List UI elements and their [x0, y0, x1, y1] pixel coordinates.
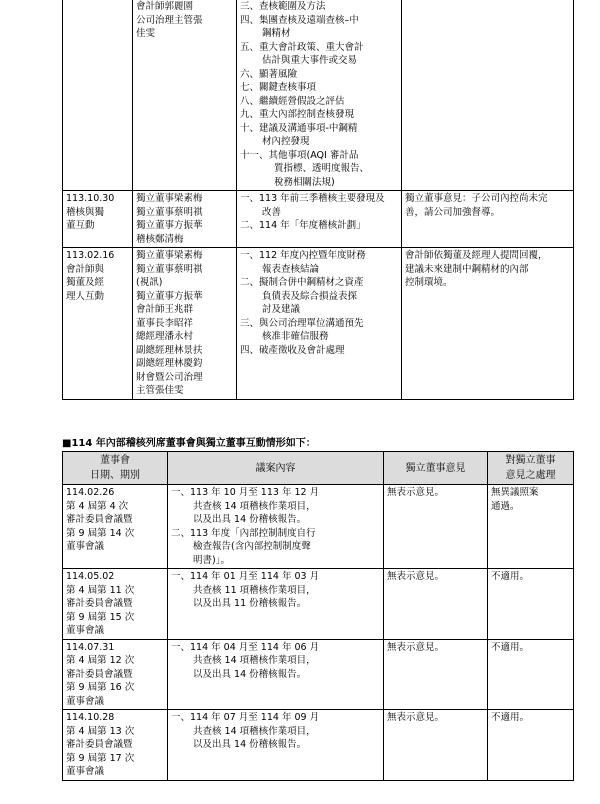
- motion-line: 以及出具 11 份稽核報告。: [193, 598, 307, 609]
- header-motion: 議案內容: [168, 452, 384, 485]
- date-line: 理人互動: [66, 290, 105, 302]
- topic-line: 四、集團查核及遠端查核–中: [240, 14, 359, 26]
- meeting-line: 第 4 屆第 4 次: [66, 500, 129, 512]
- opinion-line: 無表示意見。: [387, 487, 445, 498]
- meeting-line: 第 4 屆第 11 次: [66, 584, 135, 596]
- date-cell: [63, 191, 133, 248]
- motion-line: 明書)」。: [193, 554, 230, 566]
- table-row: [63, 710, 574, 781]
- meeting-line: 第 9 屆第 17 次: [66, 752, 135, 764]
- meeting-line: 審計委員會議暨: [66, 514, 133, 525]
- topic-line: 負債表及綜合損益表探: [262, 290, 358, 302]
- result-cell: [402, 191, 574, 248]
- opinion-line: 無表示意見。: [387, 571, 445, 582]
- result-line: 控制環境。: [405, 277, 453, 288]
- opinion-cell: [384, 569, 488, 640]
- motion-line: 一、114 年 01 月至 114 年 03 月: [171, 571, 320, 582]
- topic-line: 九、重大內部控制查核發現: [240, 109, 355, 120]
- motion-line: 以及出具 14 份稽核報告。: [193, 514, 307, 525]
- participant-line: 獨立董事蔡明祺: [136, 206, 203, 218]
- meeting-cell: [63, 569, 168, 640]
- meeting-line: 董事會議: [66, 541, 105, 552]
- header-meeting: 董事會 日期、期別: [63, 452, 168, 485]
- meeting-line: 114.05.02: [66, 571, 115, 582]
- motion-line: 共查核 14 項稽核作業項目，: [193, 500, 316, 512]
- meeting-line: 第 4 屆第 13 次: [66, 725, 135, 737]
- handling-line: 不適用。: [491, 571, 530, 582]
- meeting-line: 審計委員會議暨: [66, 668, 133, 680]
- header-handling: 對獨立董事 意見之處理: [488, 452, 574, 485]
- participant-line: 公司治理主管張: [136, 14, 203, 26]
- meeting-line: 審計委員會議暨: [66, 739, 133, 750]
- motion-line: 共查核 14 項稽核作業項目，: [193, 725, 316, 737]
- handling-cell: [488, 639, 574, 710]
- participants-cell: [133, 0, 237, 191]
- topic-line: 材內控發現: [262, 136, 310, 147]
- handling-cell: [488, 485, 574, 569]
- date-line: 董互動: [66, 220, 95, 231]
- meeting-line: 第 9 屆第 14 次: [66, 527, 135, 539]
- motion-cell: [168, 569, 384, 640]
- date-line: 獨董及經: [66, 277, 105, 288]
- participant-line: 獨立董事梁素梅: [136, 250, 203, 261]
- result-line: 會計師依獨董及經理人提問回覆，: [405, 250, 548, 261]
- participant-line: (視訊): [136, 277, 163, 288]
- meeting-line: 114.10.28: [66, 712, 115, 723]
- meeting-line: 114.07.31: [66, 641, 115, 653]
- participant-line: 總經理潘永村: [136, 331, 194, 342]
- topics-cell: [237, 0, 402, 191]
- topics-cell: [237, 248, 402, 400]
- participant-line: 董事長李昭祥: [136, 317, 194, 329]
- opinion-cell: [384, 639, 488, 710]
- participant-line: 財會暨公司治理: [136, 371, 203, 383]
- date-line: 113.10.30: [66, 193, 115, 204]
- meeting-line: 114.02.26: [66, 487, 115, 498]
- topic-line: 核准非確信服務: [262, 331, 329, 342]
- participant-line: 副總經理林慶鈞: [136, 358, 203, 369]
- meeting-line: 審計委員會議暨: [66, 598, 133, 609]
- participant-line: 獨立董事梁素梅: [136, 193, 203, 204]
- meeting-cell: [63, 485, 168, 569]
- topic-line: 十、建議及溝通事項-中鋼精: [240, 122, 358, 134]
- handling-cell: [488, 569, 574, 640]
- handling-line: 無異議照案: [491, 487, 539, 498]
- participant-line: 會計師郭麗園: [136, 1, 194, 12]
- table-row: [63, 485, 574, 569]
- table-row: [63, 191, 574, 248]
- meeting-line: 第 9 屆第 15 次: [66, 611, 135, 623]
- result-cell: [402, 0, 574, 191]
- participant-line: 佳雯: [136, 28, 156, 39]
- meeting-line: 董事會議: [66, 695, 105, 707]
- topic-line: 三、與公司治理單位溝通預先: [240, 317, 364, 329]
- motion-line: 共查核 11 項稽核作業項目，: [193, 584, 316, 596]
- topic-line: 二、114 年「年度稽核計劃」: [240, 220, 366, 231]
- topic-line: 改善: [262, 206, 282, 218]
- topic-line: 討及建議: [262, 304, 301, 315]
- motion-line: 一、113 年 10 月至 113 年 12 月: [171, 487, 320, 498]
- motion-line: 以及出具 14 份稽核報告。: [193, 668, 307, 680]
- motion-cell: [168, 485, 384, 569]
- result-cell: [402, 248, 574, 400]
- meeting-line: 董事會議: [66, 766, 105, 777]
- opinion-line: 無表示意見。: [387, 712, 445, 723]
- motion-line: 共查核 14 項稽核作業項目，: [193, 655, 316, 666]
- participant-line: 獨立董事蔡明祺: [136, 263, 203, 275]
- participant-line: 獨立董事方振華: [136, 290, 203, 302]
- opinion-cell: [384, 485, 488, 569]
- topic-line: 五、重大會計政策、重大會計: [240, 41, 364, 53]
- date-line: 稽核與獨: [66, 206, 105, 218]
- handling-line: 通過。: [491, 500, 520, 512]
- meeting-cell: [63, 639, 168, 710]
- date-line: 會計師與: [66, 263, 105, 275]
- participant-line: 稽核鄭清梅: [136, 233, 184, 245]
- table-row: [63, 248, 574, 400]
- motion-cell: [168, 710, 384, 781]
- meeting-line: 董事會議: [66, 625, 105, 636]
- topic-line: 質指標、透明度報告、: [274, 163, 370, 174]
- topic-line: 一、112 年度內控暨年度財務: [240, 250, 366, 261]
- meeting-line: 第 4 屆第 12 次: [66, 655, 135, 666]
- topic-line: 三、查核範圍及方法: [240, 1, 326, 12]
- table-row: [63, 569, 574, 640]
- motion-line: 檢查報告(含內部控制制度聲: [193, 541, 311, 552]
- handling-cell: [488, 710, 574, 781]
- table-row: [63, 0, 574, 191]
- table-row: [63, 639, 574, 710]
- participants-cell: [133, 248, 237, 400]
- header-opinion: 獨立董事意見: [384, 452, 488, 485]
- motion-line: 二、113 年度「內部控制制度自行: [171, 527, 316, 539]
- handling-line: 不適用。: [491, 712, 530, 723]
- opinion-cell: [384, 710, 488, 781]
- meeting-line: 第 9 屆第 16 次: [66, 682, 135, 693]
- participant-line: 獨立董事方振華: [136, 220, 203, 231]
- meeting-cell: [63, 710, 168, 781]
- result-line: 建議未來建制中鋼精材的內部: [405, 263, 529, 275]
- date-cell: [63, 0, 133, 191]
- board-interaction-table: [62, 451, 574, 781]
- topic-line: 估計與重大事件或交易: [262, 55, 358, 66]
- topic-line: 鋼精材: [262, 28, 291, 39]
- motion-cell: [168, 639, 384, 710]
- result-line: 獨立董事意見：子公司內控尚未完: [405, 193, 548, 204]
- participants-cell: [133, 191, 237, 248]
- motion-line: 一、114 年 04 月至 114 年 06 月: [171, 641, 320, 653]
- topic-line: 八、繼續經營假設之評估: [240, 95, 345, 107]
- topic-line: 十一、其他事項(AQI 審計品: [240, 149, 359, 161]
- topic-line: 六、顯著風險: [240, 68, 298, 80]
- topics-cell: [237, 191, 402, 248]
- topic-line: 報表查核結論: [262, 263, 320, 275]
- result-line: 善，請公司加強督導。: [405, 206, 501, 218]
- header-row: [63, 452, 574, 485]
- motion-line: 以及出具 14 份稽核報告。: [193, 739, 307, 750]
- topic-line: 一、113 年前三季稽核主要發現及: [240, 193, 385, 204]
- participant-line: 主管張佳雯: [136, 385, 184, 396]
- auditor-interaction-table: [62, 0, 574, 400]
- handling-line: 不適用。: [491, 641, 530, 653]
- participant-line: 會計師王兆群: [136, 304, 194, 315]
- motion-line: 一、114 年 07 月至 114 年 09 月: [171, 712, 320, 723]
- topic-line: 七、關鍵查核事項: [240, 82, 317, 93]
- participant-line: 副總經理林景扶: [136, 344, 203, 356]
- topic-line: 稅務相關法規): [274, 176, 335, 188]
- date-cell: [63, 248, 133, 400]
- section-caption: ■114 年內部稽核列席董事會與獨立董事互動情形如下：: [62, 438, 316, 449]
- topic-line: 四、破產徵收及會計處理: [240, 344, 345, 356]
- opinion-line: 無表示意見。: [387, 641, 445, 653]
- topic-line: 二、擬制合併中鋼精材之資產: [240, 277, 364, 288]
- date-line: 113.02.16: [66, 250, 115, 261]
